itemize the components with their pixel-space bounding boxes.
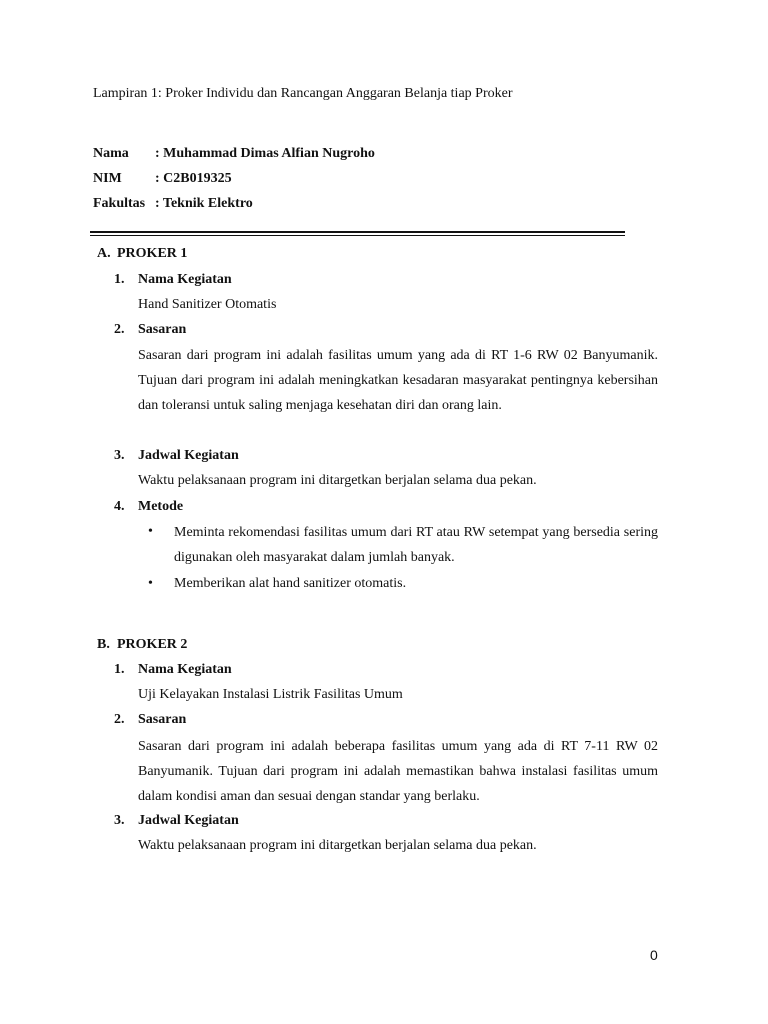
section-heading-proker-2 (97, 637, 187, 653)
item-heading (114, 813, 239, 829)
item-label: Metode (138, 499, 184, 514)
item-paragraph: Sasaran dari program ini adalah fasilitas umum yang ada di RT 1-6 RW 02 Banyumanik. Tujuan dari program ini adalah meningkatkan kesadaran masyarakat pentingnya kebersihan dan toleransi untuk saling menjaga kesehatan diri dan orang lain. (138, 348, 658, 413)
page-number: 0 (650, 947, 658, 963)
item-number: 1. (114, 272, 125, 287)
identity-value: : Muhammad Dimas Alfian Nugroho (155, 146, 375, 161)
item-heading (114, 322, 186, 338)
item-number: 3. (114, 448, 125, 463)
item-label: Nama Kegiatan (138, 272, 232, 287)
section-letter: A. (97, 246, 111, 261)
item-number: 2. (114, 712, 125, 727)
item-label: Jadwal Kegiatan (138, 448, 239, 463)
section-title: PROKER 2 (117, 637, 188, 652)
section-title: PROKER 1 (117, 246, 188, 261)
identity-key: Nama (93, 146, 129, 161)
item-text: Uji Kelayakan Instalasi Listrik Fasilitas Umum (138, 687, 403, 702)
identity-row-nim (93, 171, 232, 187)
item-number: 2. (114, 322, 125, 337)
item-heading (114, 272, 232, 288)
bullet-text: Meminta rekomendasi fasilitas umum dari RT atau RW setempat yang bersedia sering digunakan oleh masyarakat dalam jumlah banyak. (174, 525, 658, 565)
item-heading (114, 499, 183, 515)
item-text: Hand Sanitizer Otomatis (138, 297, 277, 312)
bullet-icon: • (148, 524, 153, 539)
item-label: Sasaran (138, 322, 187, 337)
item-heading (114, 448, 239, 464)
item-label: Nama Kegiatan (138, 662, 232, 677)
item-number: 1. (114, 662, 125, 677)
identity-row-nama (93, 146, 375, 162)
item-number: 4. (114, 499, 125, 514)
item-label: Jadwal Kegiatan (138, 813, 239, 828)
item-heading (114, 712, 186, 728)
section-heading-proker-1 (97, 246, 187, 262)
header-divider-thin (90, 235, 625, 236)
identity-row-fakultas (93, 196, 253, 212)
item-text: Waktu pelaksanaan program ini ditargetkan berjalan selama dua pekan. (138, 838, 537, 853)
identity-key: Fakultas (93, 196, 146, 211)
item-label: Sasaran (138, 712, 187, 727)
section-letter: B. (97, 637, 110, 652)
item-text: Waktu pelaksanaan program ini ditargetkan berjalan selama dua pekan. (138, 473, 537, 488)
bullet-icon: • (148, 576, 153, 591)
identity-value: : Teknik Elektro (155, 196, 253, 211)
bullet-text: Memberikan alat hand sanitizer otomatis. (174, 576, 407, 591)
document-title: Lampiran 1: Proker Individu dan Rancangan Anggaran Belanja tiap Proker (93, 86, 513, 101)
item-number: 3. (114, 813, 125, 828)
item-heading (114, 662, 232, 678)
item-paragraph: Sasaran dari program ini adalah beberapa fasilitas umum yang ada di RT 7-11 RW 02 Banyumanik. Tujuan dari program ini adalah memastikan bahwa instalasi fasilitas umum dalam kondisi aman dan sesuai dengan standar yang berlaku. (138, 739, 658, 804)
identity-key: NIM (93, 171, 122, 186)
identity-value: : C2B019325 (155, 171, 232, 186)
header-divider-thick (90, 231, 625, 233)
